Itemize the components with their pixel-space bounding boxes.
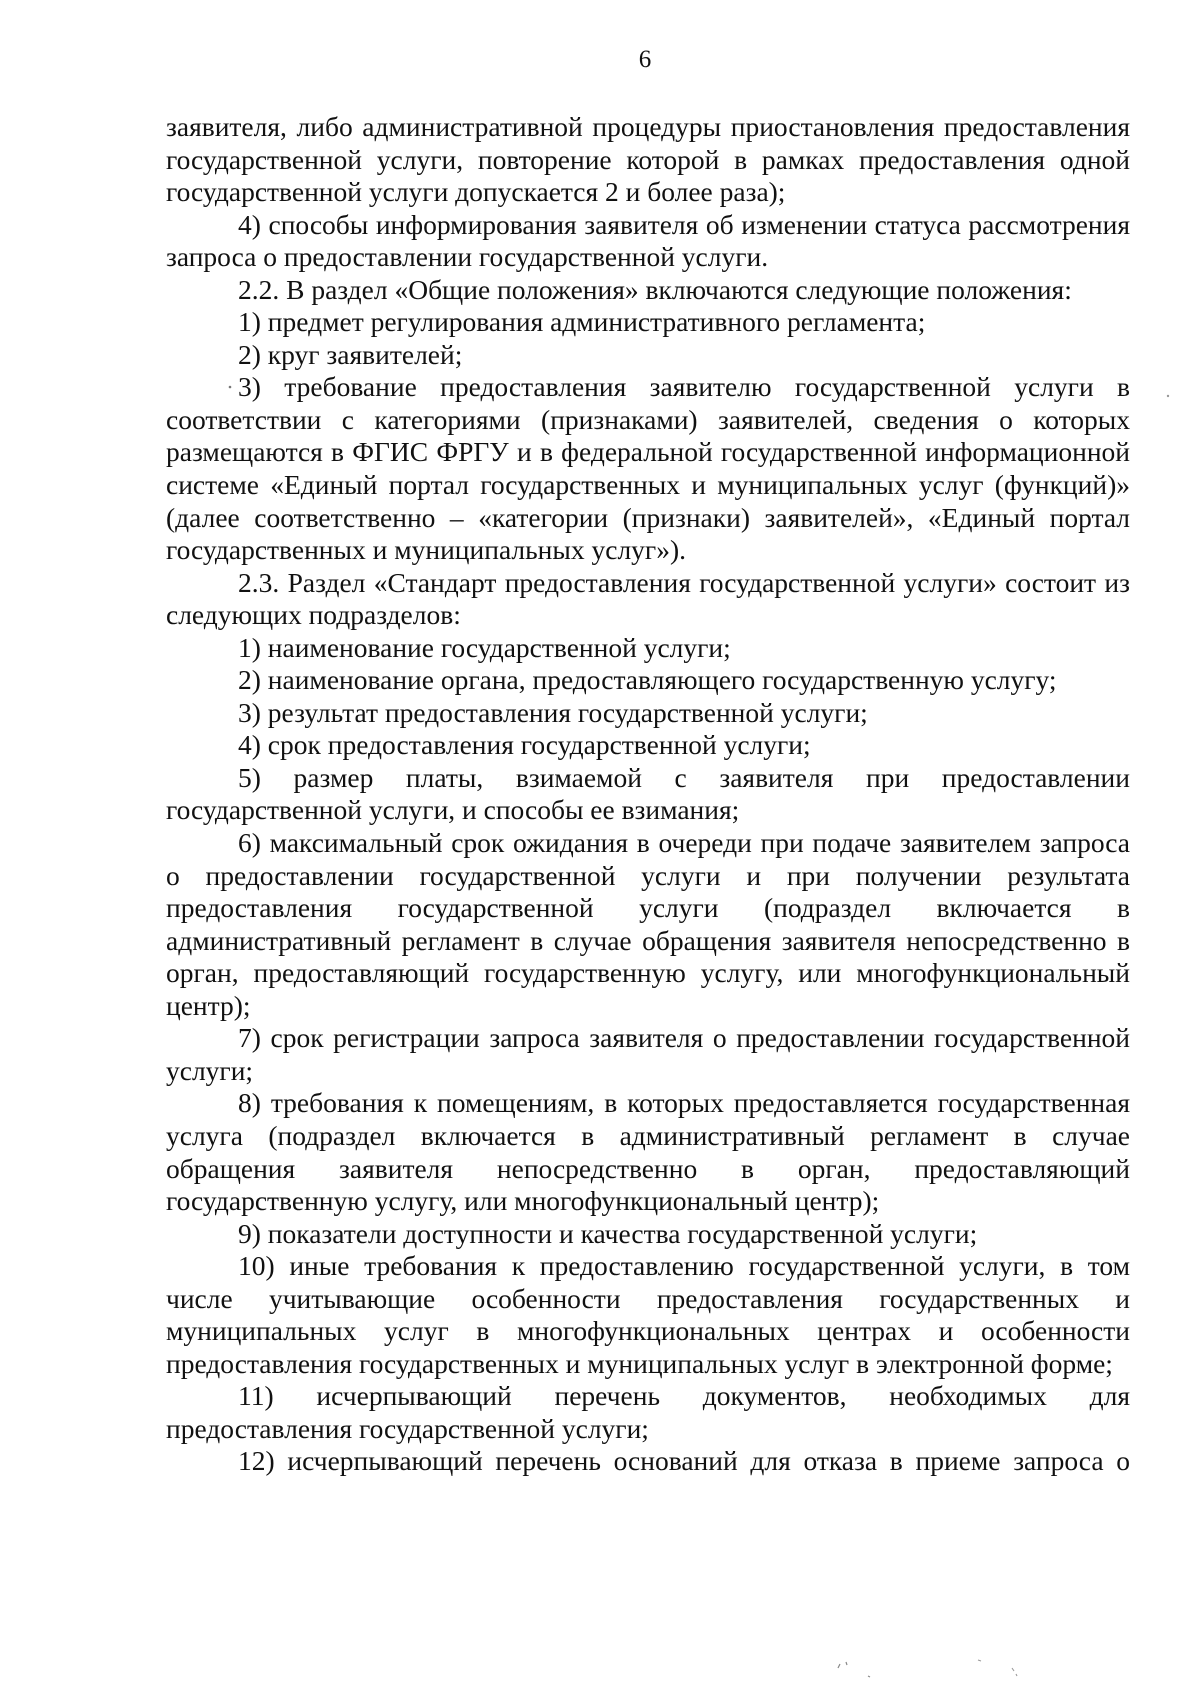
subsection-7-registration: 7) срок регистрации запроса заявителя о предоставлении государственной услуги;	[166, 1022, 1130, 1086]
page-number: 6	[638, 46, 652, 73]
subsection-1-name: 1) наименование государственной услуги;	[238, 631, 731, 663]
list-item-3-requirement: 3) требование предоставления заявителю государственной услуги в соответствии с категориями (признаками) заявителей, сведения о которых размещаются в ФГИС ФРГУ и в федеральной государственной информационной системе «Единый портал государственных и муниципальных услуг (функций)» (далее соответственно – «категории (признаки) заявителей», «Единый портал государственных и муниципальных услуг»).	[166, 371, 1130, 566]
document-body	[166, 111, 1130, 1478]
list-item-1-subject: 1) предмет регулирования административного регламента;	[238, 306, 926, 338]
subsection-12-refusal: 12) исчерпывающий перечень оснований для отказа в приеме запроса о	[238, 1445, 1130, 1477]
subsection-8-premises: 8) требования к помещениям, в которых предоставляется государственная услуга (подраздел включается в административный регламент в случае обращения заявителя непосредственно в орган, предоставляющий государственную услугу, или многофункциональный центр);	[166, 1087, 1130, 1217]
subsection-5-fee: 5) размер платы, взимаемой с заявителя при предоставлении государственной услуги, и способы ее взимания;	[166, 761, 1130, 826]
list-item-4-info-methods: 4) способы информирования заявителя об изменении статуса рассмотрения запроса о предоставлении государственной услуги.	[166, 208, 1130, 273]
paragraph-continuation: заявителя, либо административной процедуры приостановления предоставления государственной услуги, повторение которой в рамках предоставления одной государственной услуги допускается 2 и более раза);	[166, 111, 1130, 208]
section-2-3-heading: 2.3. Раздел «Стандарт предоставления государственной услуги» состоит из следующих подразделов:	[166, 566, 1130, 631]
subsection-6-queue: 6) максимальный срок ожидания в очереди при подаче заявителем запроса о предоставлении государственной услуги и при получении результата предоставления государственной услуги (подраздел включается в административный регламент в случае обращения заявителя непосредственно в орган, предоставляющий государственную услугу, или многофункциональный центр);	[166, 827, 1130, 1021]
subsection-3-result: 3) результат предоставления государственной услуги;	[238, 696, 868, 728]
subsection-10-other-requirements: 10) иные требования к предоставлению государственной услуги, в том числе учитывающие особенности предоставления государственных и муниципальных услуг в многофункциональных центрах и особенности предоставления государственных и муниципальных услуг в электронной форме;	[166, 1250, 1130, 1379]
subsection-9-indicators: 9) показатели доступности и качества государственной услуги;	[238, 1217, 978, 1249]
subsection-11-documents: 11) исчерпывающий перечень документов, необходимых для предоставления государственной услуги;	[166, 1380, 1130, 1444]
subsection-4-term: 4) срок предоставления государственной услуги;	[238, 729, 811, 761]
subsection-2-organ: 2) наименование органа, предоставляющего государственную услугу;	[238, 664, 1057, 696]
list-item-2-applicants: 2) круг заявителей;	[238, 338, 463, 370]
section-2-2-heading: 2.2. В раздел «Общие положения» включаются следующие положения:	[238, 273, 1072, 305]
